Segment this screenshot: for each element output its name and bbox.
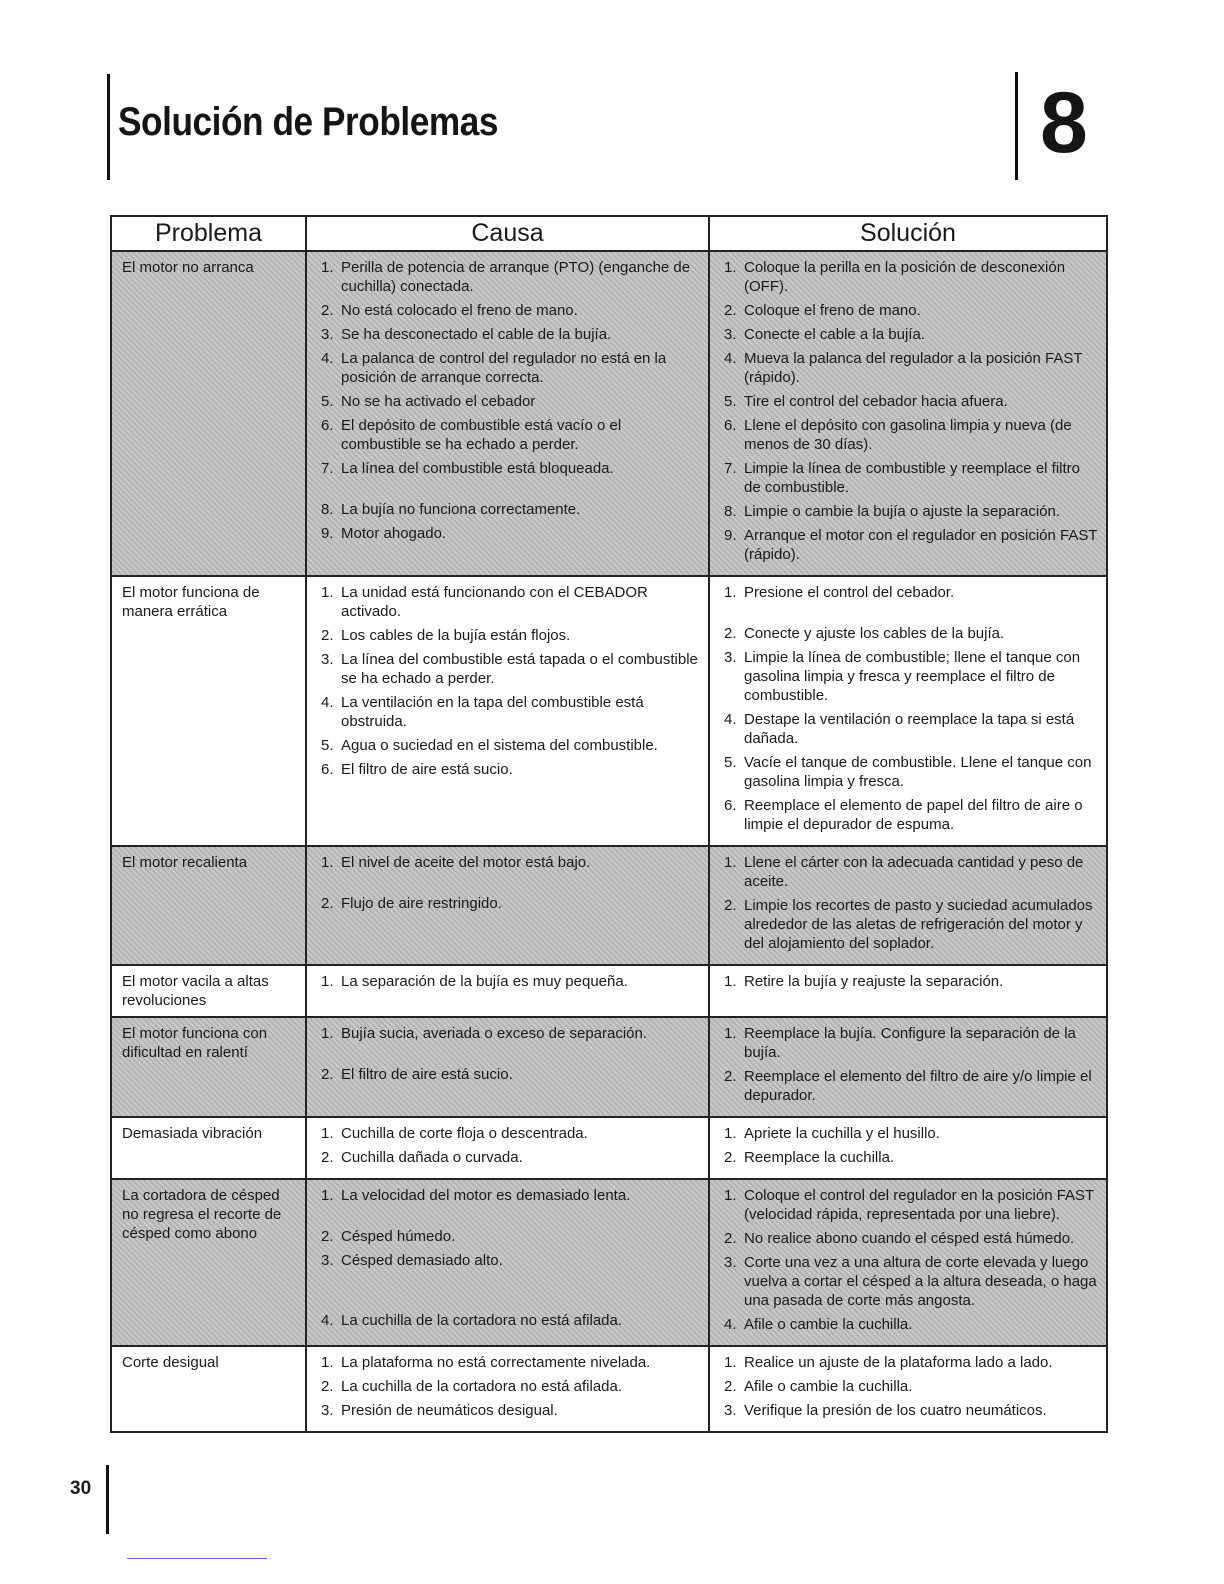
- solution-item: [720, 349, 1098, 387]
- solution-cell: [709, 576, 1107, 846]
- solution-cell: [709, 965, 1107, 1017]
- solution-item: [720, 583, 1098, 602]
- solution-list: [720, 1186, 1098, 1334]
- solution-item-text: Arranque el motor con el regulador en posición FAST (rápido).: [744, 527, 1098, 563]
- solution-item: [720, 1124, 1098, 1143]
- cause-item: [317, 524, 700, 543]
- cause-item-number: 3.: [321, 1252, 334, 1269]
- cause-item-text: La palanca de control del regulador no está en la posición de arranque correcta.: [341, 350, 667, 386]
- cause-item-text: El filtro de aire está sucio.: [341, 761, 513, 778]
- cause-item-text: La unidad está funcionando con el CEBADOR activado.: [341, 584, 648, 620]
- cause-item-number: 1.: [321, 1125, 334, 1142]
- table-row: [111, 1017, 1107, 1117]
- table-row: [111, 846, 1107, 965]
- cause-item-text: La línea del combustible está bloqueada.: [341, 460, 614, 477]
- solution-item-number: 2.: [724, 1149, 737, 1166]
- solution-item-number: 1.: [724, 1187, 737, 1204]
- cause-item-text: La ventilación en la tapa del combustible está obstruida.: [341, 694, 644, 730]
- solution-item-text: Reemplace la bujía. Configure la separación de la bujía.: [744, 1025, 1076, 1061]
- solution-list: [720, 258, 1098, 564]
- cause-item: [317, 736, 700, 755]
- solution-cell: [709, 1117, 1107, 1179]
- cause-item-text: No está colocado el freno de mano.: [341, 302, 578, 319]
- solution-item: [720, 301, 1098, 320]
- solution-item-number: 7.: [724, 460, 737, 477]
- table-row: [111, 965, 1107, 1017]
- solution-item: [720, 1186, 1098, 1224]
- solution-item-text: Conecte el cable a la bujía.: [744, 326, 925, 343]
- title-divider-left: [107, 74, 110, 180]
- solution-item-text: Corte una vez a una altura de corte elevada y luego vuelva a cortar el césped a la altura deseada, o haga una pasada de corte más angosta.: [744, 1254, 1097, 1309]
- solution-item-text: Reemplace el elemento de papel del filtro de aire o limpie el depurador de espuma.: [744, 797, 1083, 833]
- cause-item: [317, 325, 700, 344]
- cause-item-number: 2.: [321, 1066, 334, 1083]
- solution-item-number: 1.: [724, 854, 737, 871]
- cause-item: [317, 650, 700, 688]
- footer-link-line: [127, 1558, 267, 1559]
- solution-item: [720, 648, 1098, 705]
- solution-item-number: 2.: [724, 1378, 737, 1395]
- cause-item-number: 5.: [321, 393, 334, 410]
- cause-item-text: Césped demasiado alto.: [341, 1252, 503, 1269]
- cause-item: [317, 392, 700, 411]
- cause-item-text: Césped húmedo.: [341, 1228, 456, 1245]
- cause-item-text: Flujo de aire restringido.: [341, 895, 502, 912]
- cause-item-number: 5.: [321, 737, 334, 754]
- solution-item-text: Limpie los recortes de pasto y suciedad acumulados alrededor de las aletas de refrigeración del motor y del alojamiento del soplador.: [744, 897, 1093, 952]
- header-problem: Problema: [111, 216, 306, 251]
- solution-item-text: Conecte y ajuste los cables de la bujía.: [744, 625, 1005, 642]
- solution-item: [720, 416, 1098, 454]
- solution-item: [720, 392, 1098, 411]
- problem-text: La cortadora de césped no regresa el recorte de césped como abono: [122, 1187, 282, 1242]
- cause-item: [317, 1311, 700, 1330]
- cause-item-text: El nivel de aceite del motor está bajo.: [341, 854, 591, 871]
- cause-item-text: Bujía sucia, averiada o exceso de separación.: [341, 1025, 648, 1042]
- cause-item: [317, 500, 700, 519]
- cause-item-text: Agua o suciedad en el sistema del combustible.: [341, 737, 658, 754]
- table-row: [111, 251, 1107, 576]
- solution-item-text: Afile o cambie la cuchilla.: [744, 1378, 913, 1395]
- page-title: Solución de Problemas: [118, 100, 499, 144]
- cause-item: [317, 1148, 700, 1167]
- solution-item-text: Limpie la línea de combustible; llene el tanque con gasolina limpia y fresca y reemplace el filtro de combustible.: [744, 649, 1081, 704]
- problem-text: El motor recalienta: [122, 854, 248, 871]
- problem-cell: [111, 251, 306, 576]
- cause-item: [317, 1401, 700, 1420]
- cause-item: [317, 760, 700, 779]
- solution-item-text: Vacíe el tanque de combustible. Llene el tanque con gasolina limpia y fresca.: [744, 754, 1092, 790]
- cause-item-text: La separación de la bujía es muy pequeña.: [341, 973, 628, 990]
- solution-list: [720, 1024, 1098, 1105]
- cause-item-number: 2.: [321, 1149, 334, 1166]
- solution-list: [720, 972, 1098, 991]
- cause-item-number: 1.: [321, 584, 334, 601]
- cause-item: [317, 1065, 700, 1084]
- solution-item-number: 3.: [724, 326, 737, 343]
- solution-item: [720, 1024, 1098, 1062]
- cause-item-number: 8.: [321, 501, 334, 518]
- solution-item: [720, 753, 1098, 791]
- cause-list: [317, 1024, 700, 1084]
- solution-item-number: 2.: [724, 302, 737, 319]
- cause-item-text: El filtro de aire está sucio.: [341, 1066, 513, 1083]
- solution-item: [720, 896, 1098, 953]
- cause-item-text: Cuchilla dañada o curvada.: [341, 1149, 523, 1166]
- solution-list: [720, 1124, 1098, 1167]
- solution-item-text: Coloque el freno de mano.: [744, 302, 921, 319]
- troubleshooting-table: [110, 215, 1108, 1433]
- cause-list: [317, 1353, 700, 1420]
- problem-text: El motor vacila a altas revoluciones: [122, 973, 269, 1009]
- cause-cell: [306, 1117, 709, 1179]
- cause-item: [317, 1024, 700, 1043]
- solution-item-number: 1.: [724, 973, 737, 990]
- solution-cell: [709, 1017, 1107, 1117]
- solution-item-number: 3.: [724, 1402, 737, 1419]
- footer-divider: [106, 1465, 109, 1534]
- table-row: [111, 1179, 1107, 1346]
- cause-item: [317, 1377, 700, 1396]
- table-row: [111, 576, 1107, 846]
- cause-list: [317, 853, 700, 913]
- solution-item-text: Coloque el control del regulador en la posición FAST (velocidad rápida, representada por una liebre).: [744, 1187, 1094, 1223]
- solution-item-number: 6.: [724, 797, 737, 814]
- cause-item-text: Presión de neumáticos desigual.: [341, 1402, 558, 1419]
- solution-item: [720, 1353, 1098, 1372]
- solution-item: [720, 325, 1098, 344]
- solution-item-number: 6.: [724, 417, 737, 434]
- solution-item-text: Reemplace el elemento del filtro de aire y/o limpie el depurador.: [744, 1068, 1092, 1104]
- solution-item: [720, 526, 1098, 564]
- cause-item-number: 1.: [321, 259, 334, 276]
- cause-item-text: Perilla de potencia de arranque (PTO) (enganche de cuchilla) conectada.: [341, 259, 691, 295]
- solution-item-text: Reemplace la cuchilla.: [744, 1149, 895, 1166]
- solution-item-text: Destape la ventilación o reemplace la tapa si está dañada.: [744, 711, 1075, 747]
- solution-cell: [709, 846, 1107, 965]
- solution-item-number: 4.: [724, 1316, 737, 1333]
- cause-item-text: Los cables de la bujía están flojos.: [341, 627, 571, 644]
- solution-item-number: 2.: [724, 1230, 737, 1247]
- cause-item-number: 1.: [321, 854, 334, 871]
- cause-list: [317, 972, 700, 991]
- solution-item-text: Apriete la cuchilla y el husillo.: [744, 1125, 940, 1142]
- cause-item-text: Cuchilla de corte floja o descentrada.: [341, 1125, 588, 1142]
- cause-list: [317, 258, 700, 543]
- cause-item-number: 1.: [321, 1025, 334, 1042]
- cause-item: [317, 301, 700, 320]
- cause-item-number: 6.: [321, 761, 334, 778]
- header-solution: Solución: [709, 216, 1107, 251]
- cause-item: [317, 416, 700, 454]
- solution-item-number: 5.: [724, 754, 737, 771]
- solution-item: [720, 1401, 1098, 1420]
- solution-item-text: Retire la bujía y reajuste la separación.: [744, 973, 1004, 990]
- cause-item-number: 6.: [321, 417, 334, 434]
- page-number: 30: [70, 1478, 92, 1499]
- solution-item-number: 1.: [724, 1125, 737, 1142]
- cause-item-text: La línea del combustible está tapada o el combustible se ha echado a perder.: [341, 651, 698, 687]
- table-header-row: [111, 216, 1107, 251]
- solution-item-number: 1.: [724, 1025, 737, 1042]
- cause-list: [317, 583, 700, 779]
- cause-item: [317, 693, 700, 731]
- cause-item-number: 9.: [321, 525, 334, 542]
- cause-item-number: 3.: [321, 651, 334, 668]
- cause-item: [317, 853, 700, 872]
- chapter-number: 8: [1040, 75, 1088, 171]
- cause-item-text: El depósito de combustible está vacío o el combustible se ha echado a perder.: [341, 417, 622, 453]
- problem-text: Corte desigual: [122, 1354, 219, 1371]
- solution-item-number: 1.: [724, 1354, 737, 1371]
- solution-item-text: Verifique la presión de los cuatro neumáticos.: [744, 1402, 1047, 1419]
- solution-item: [720, 1315, 1098, 1334]
- problem-cell: [111, 1117, 306, 1179]
- solution-item-number: 3.: [724, 1254, 737, 1271]
- cause-item: [317, 894, 700, 913]
- cause-cell: [306, 1179, 709, 1346]
- cause-item-text: La bujía no funciona correctamente.: [341, 501, 581, 518]
- problem-text: Demasiada vibración: [122, 1125, 263, 1142]
- cause-item: [317, 1186, 700, 1205]
- solution-item-text: Llene el cárter con la adecuada cantidad y peso de aceite.: [744, 854, 1084, 890]
- cause-cell: [306, 1346, 709, 1432]
- cause-item: [317, 626, 700, 645]
- solution-item-number: 1.: [724, 259, 737, 276]
- solution-item: [720, 459, 1098, 497]
- cause-item-text: Se ha desconectado el cable de la bujía.: [341, 326, 612, 343]
- problem-text: El motor funciona de manera errática: [122, 584, 260, 620]
- solution-item-number: 2.: [724, 1068, 737, 1085]
- solution-item-text: No realice abono cuando el césped está húmedo.: [744, 1230, 1075, 1247]
- cause-list: [317, 1124, 700, 1167]
- solution-list: [720, 1353, 1098, 1420]
- solution-item: [720, 853, 1098, 891]
- cause-item: [317, 459, 700, 478]
- solution-item: [720, 1148, 1098, 1167]
- table-row: [111, 1346, 1107, 1432]
- problem-text: El motor no arranca: [122, 259, 254, 276]
- solution-list: [720, 583, 1098, 834]
- cause-item-number: 4.: [321, 1312, 334, 1329]
- problem-cell: [111, 846, 306, 965]
- table-row: [111, 1117, 1107, 1179]
- header-cause: Causa: [306, 216, 709, 251]
- cause-cell: [306, 251, 709, 576]
- solution-item-text: Afile o cambie la cuchilla.: [744, 1316, 913, 1333]
- cause-item-number: 3.: [321, 1402, 334, 1419]
- problem-cell: [111, 965, 306, 1017]
- cause-item-number: 4.: [321, 694, 334, 711]
- solution-item-text: Coloque la perilla en la posición de desconexión (OFF).: [744, 259, 1066, 295]
- cause-item-number: 2.: [321, 1228, 334, 1245]
- problem-cell: [111, 576, 306, 846]
- table-body: [111, 251, 1107, 1432]
- problem-text: El motor funciona con dificultad en ralentí: [122, 1025, 268, 1061]
- solution-item-text: Tire el control del cebador hacia afuera.: [744, 393, 1008, 410]
- solution-cell: [709, 251, 1107, 576]
- solution-item: [720, 258, 1098, 296]
- solution-item-text: Mueva la palanca del regulador a la posición FAST (rápido).: [744, 350, 1083, 386]
- cause-item: [317, 258, 700, 296]
- cause-item-number: 1.: [321, 1354, 334, 1371]
- solution-item-number: 8.: [724, 503, 737, 520]
- cause-item-number: 1.: [321, 973, 334, 990]
- cause-item-number: 2.: [321, 627, 334, 644]
- cause-item-text: La cuchilla de la cortadora no está afilada.: [341, 1378, 623, 1395]
- cause-item-number: 2.: [321, 895, 334, 912]
- solution-item-number: 2.: [724, 897, 737, 914]
- solution-list: [720, 853, 1098, 953]
- solution-item: [720, 1253, 1098, 1310]
- solution-item-number: 1.: [724, 584, 737, 601]
- cause-item: [317, 1227, 700, 1246]
- cause-item-text: Motor ahogado.: [341, 525, 447, 542]
- problem-cell: [111, 1346, 306, 1432]
- cause-item-number: 7.: [321, 460, 334, 477]
- solution-item-number: 4.: [724, 350, 737, 367]
- solution-item-text: Limpie la línea de combustible y reemplace el filtro de combustible.: [744, 460, 1080, 496]
- solution-item: [720, 624, 1098, 643]
- cause-item: [317, 583, 700, 621]
- cause-cell: [306, 846, 709, 965]
- solution-item-number: 4.: [724, 711, 737, 728]
- cause-item-number: 3.: [321, 326, 334, 343]
- solution-item: [720, 796, 1098, 834]
- cause-item-text: La velocidad del motor es demasiado lenta.: [341, 1187, 631, 1204]
- cause-item-text: La cuchilla de la cortadora no está afilada.: [341, 1312, 623, 1329]
- solution-cell: [709, 1346, 1107, 1432]
- cause-item-number: 1.: [321, 1187, 334, 1204]
- cause-list: [317, 1186, 700, 1330]
- cause-item: [317, 1124, 700, 1143]
- cause-cell: [306, 1017, 709, 1117]
- solution-item-text: Limpie o cambie la bujía o ajuste la separación.: [744, 503, 1061, 520]
- cause-item: [317, 1353, 700, 1372]
- solution-item-number: 2.: [724, 625, 737, 642]
- cause-item-text: La plataforma no está correctamente nivelada.: [341, 1354, 651, 1371]
- cause-cell: [306, 576, 709, 846]
- cause-item: [317, 1251, 700, 1270]
- solution-item-number: 5.: [724, 393, 737, 410]
- solution-item: [720, 1377, 1098, 1396]
- problem-cell: [111, 1017, 306, 1117]
- solution-item: [720, 1229, 1098, 1248]
- solution-item-number: 3.: [724, 649, 737, 666]
- solution-item: [720, 710, 1098, 748]
- solution-item: [720, 1067, 1098, 1105]
- solution-item: [720, 502, 1098, 521]
- solution-item-text: Realice un ajuste de la plataforma lado a lado.: [744, 1354, 1053, 1371]
- solution-item-text: Presione el control del cebador.: [744, 584, 955, 601]
- cause-item: [317, 972, 700, 991]
- solution-item-number: 9.: [724, 527, 737, 544]
- cause-item-number: 4.: [321, 350, 334, 367]
- title-divider-right: [1015, 72, 1018, 180]
- solution-item: [720, 972, 1098, 991]
- cause-item: [317, 349, 700, 387]
- cause-item-number: 2.: [321, 1378, 334, 1395]
- solution-item-text: Llene el depósito con gasolina limpia y nueva (de menos de 30 días).: [744, 417, 1072, 453]
- cause-item-number: 2.: [321, 302, 334, 319]
- cause-item-text: No se ha activado el cebador: [341, 393, 536, 410]
- cause-cell: [306, 965, 709, 1017]
- problem-cell: [111, 1179, 306, 1346]
- solution-cell: [709, 1179, 1107, 1346]
